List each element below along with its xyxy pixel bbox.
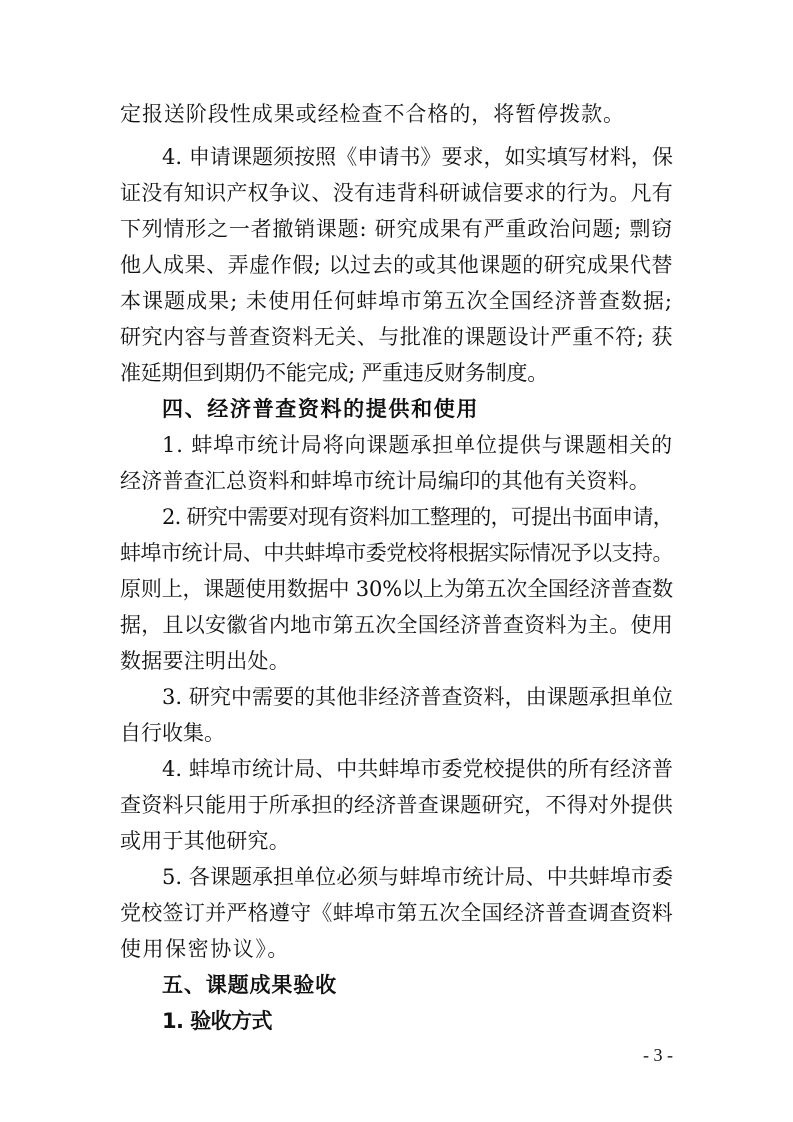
paragraph-line: 定报送阶段性成果或经检查不合格的，将暂停拨款。	[120, 102, 625, 126]
paragraph-line: 使用保密协议》。	[120, 937, 290, 961]
paragraph-line: 本课题成果; 未使用任何蚌埠市第五次全国经济普查数据;	[120, 289, 673, 313]
section-heading: 1. 验收方式	[162, 1009, 272, 1033]
paragraph-line: 自行收集。	[120, 721, 225, 745]
paragraph-line: 准延期但到期仍不能完成; 严重违反财务制度。	[120, 361, 548, 385]
paragraph-line: 党校签订并严格遵守《蚌埠市第五次全国经济普查调查资料	[120, 901, 673, 925]
paragraph-line: 数据要注明出处。	[120, 649, 290, 673]
paragraph-line: 蚌埠市统计局、中共蚌埠市委党校将根据实际情况予以支持。	[120, 541, 673, 565]
paragraph-line: 或用于其他研究。	[120, 829, 290, 853]
paragraph-line: 原则上，课题使用数据中 30%以上为第五次全国经济普查数	[120, 577, 673, 601]
paragraph-line: 研究内容与普查资料无关、与批准的课题设计严重不符; 获	[120, 325, 673, 349]
paragraph-line: 证没有知识产权争议、没有违背科研诚信要求的行为。凡有	[120, 181, 673, 205]
paragraph-line: 5. 各课题承担单位必须与蚌埠市统计局、中共蚌埠市委	[162, 865, 673, 889]
section-heading: 五、课题成果验收	[162, 973, 337, 997]
paragraph-line: 他人成果、弄虚作假; 以过去的或其他课题的研究成果代替	[120, 253, 673, 277]
paragraph-line: 4. 申请课题须按照《申请书》要求，如实填写材料，保	[162, 145, 673, 169]
page-number: - 3 -	[643, 1045, 673, 1065]
section-heading: 四、经济普查资料的提供和使用	[162, 397, 479, 421]
paragraph-line: 据，且以安徽省内地市第五次全国经济普查资料为主。使用	[120, 613, 673, 637]
paragraph-line: 3. 研究中需要的其他非经济普查资料，由课题承担单位	[162, 685, 673, 709]
paragraph-line: 下列情形之一者撤销课题: 研究成果有严重政治问题; 剽窃	[120, 217, 673, 241]
paragraph-line: 1. 蚌埠市统计局将向课题承担单位提供与课题相关的	[162, 433, 673, 457]
paragraph-line: 2. 研究中需要对现有资料加工整理的，可提出书面申请，	[162, 505, 673, 529]
paragraph-line: 经济普查汇总资料和蚌埠市统计局编印的其他有关资料。	[120, 469, 650, 493]
paragraph-line: 4. 蚌埠市统计局、中共蚌埠市委党校提供的所有经济普	[162, 757, 673, 781]
paragraph-line: 查资料只能用于所承担的经济普查课题研究，不得对外提供	[120, 793, 673, 817]
